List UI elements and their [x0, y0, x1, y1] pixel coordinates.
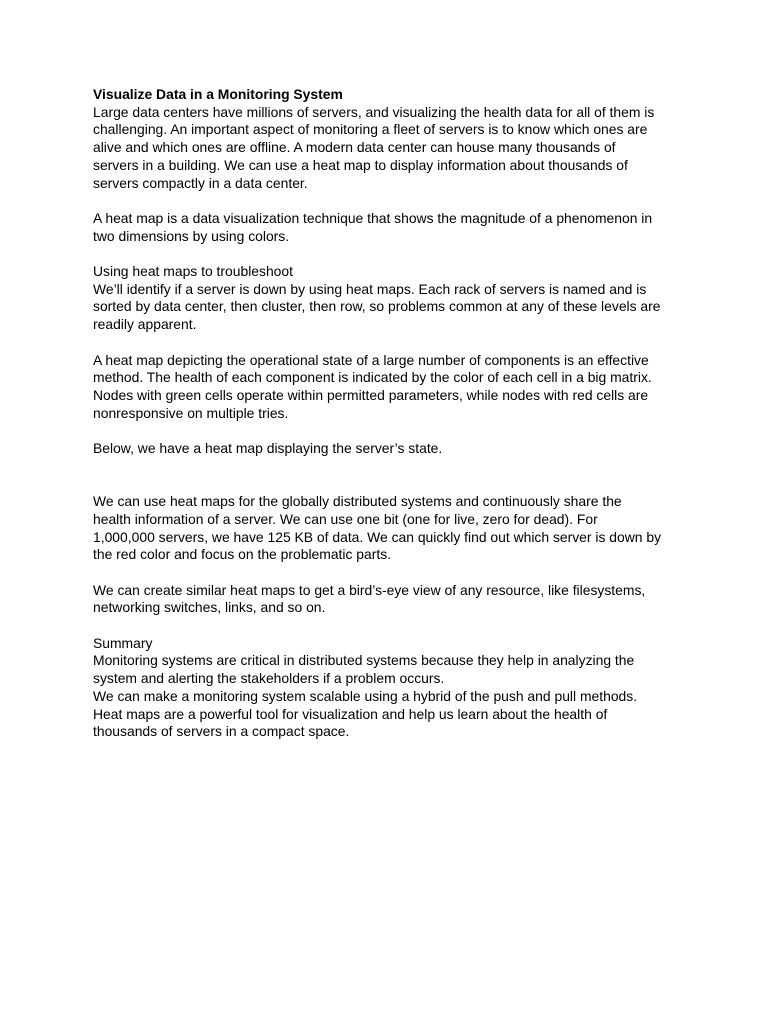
- document-page: [93, 86, 683, 741]
- paragraph-line: readily apparent.: [93, 316, 197, 333]
- paragraph-line: 1,000,000 servers, we have 125 KB of data. We can quickly find out which server is down by: [93, 528, 662, 545]
- paragraph-spacer: [93, 192, 683, 210]
- paragraph-line: We can create similar heat maps to get a bird’s-eye view of any resource, like filesystems,: [93, 581, 646, 598]
- global-systems-paragraph: [93, 493, 683, 564]
- paragraph-line: servers in a building. We can use a heat map to display information about thousands of: [93, 156, 628, 173]
- troubleshoot-paragraph: [93, 281, 683, 334]
- paragraph-line: servers compactly in a data center.: [93, 174, 308, 191]
- paragraph-line: system and alerting the stakeholders if a problem occurs.: [93, 670, 445, 687]
- paragraph-line: A heat map is a data visualization technique that shows the magnitude of a phenomenon in: [93, 209, 653, 226]
- paragraph-line: alive and which ones are offline. A modern data center can house many thousands of: [93, 139, 616, 156]
- troubleshoot-heading: Using heat maps to troubleshoot: [93, 263, 293, 279]
- heat-map-intro-line: Below, we have a heat map displaying the server’s state.: [93, 440, 443, 456]
- paragraph-line: Nodes with green cells operate within permitted parameters, while nodes with red cells are: [93, 386, 649, 403]
- paragraph-line: Heat maps are a powerful tool for visualization and help us learn about the health of: [93, 705, 608, 722]
- paragraph-spacer: [93, 564, 683, 582]
- definition-paragraph: [93, 210, 683, 245]
- document-title: Visualize Data in a Monitoring System: [93, 86, 343, 102]
- paragraph-line: We’ll identify if a server is down by using heat maps. Each rack of servers is named and is: [93, 280, 647, 297]
- paragraph-line: A heat map depicting the operational state of a large number of components is an effective: [93, 351, 649, 368]
- paragraph-line: health information of a server. We can use one bit (one for live, zero for dead). For: [93, 510, 598, 527]
- intro-paragraph: [93, 104, 683, 193]
- paragraph-line: the red color and focus on the problematic parts.: [93, 546, 392, 563]
- paragraph-line: challenging. An important aspect of monitoring a fleet of servers is to know which ones are: [93, 121, 648, 138]
- similar-heat-maps-paragraph: [93, 582, 683, 617]
- paragraph-line: networking switches, links, and so on.: [93, 599, 326, 616]
- summary-paragraph: [93, 652, 683, 741]
- paragraph-line: We can use heat maps for the globally distributed systems and continuously share the: [93, 493, 622, 510]
- paragraph-line: nonresponsive on multiple tries.: [93, 404, 289, 421]
- operational-state-paragraph: [93, 352, 683, 423]
- paragraph-line: Large data centers have millions of servers, and visualizing the health data for all of them is: [93, 103, 655, 120]
- paragraph-line: sorted by data center, then cluster, then row, so problems common at any of these levels are: [93, 298, 661, 315]
- paragraph-spacer: [93, 422, 683, 440]
- paragraph-spacer: [93, 245, 683, 263]
- paragraph-line: two dimensions by using colors.: [93, 227, 290, 244]
- paragraph-line: We can make a monitoring system scalable using a hybrid of the push and pull methods.: [93, 687, 638, 704]
- paragraph-line: Monitoring systems are critical in distributed systems because they help in analyzing the: [93, 652, 635, 669]
- paragraph-line: method. The health of each component is indicated by the color of each cell in a big matrix.: [93, 369, 652, 386]
- paragraph-spacer: [93, 458, 683, 493]
- summary-heading: Summary: [93, 634, 153, 651]
- paragraph-spacer: [93, 617, 683, 635]
- paragraph-line: thousands of servers in a compact space.: [93, 723, 350, 740]
- paragraph-spacer: [93, 334, 683, 352]
